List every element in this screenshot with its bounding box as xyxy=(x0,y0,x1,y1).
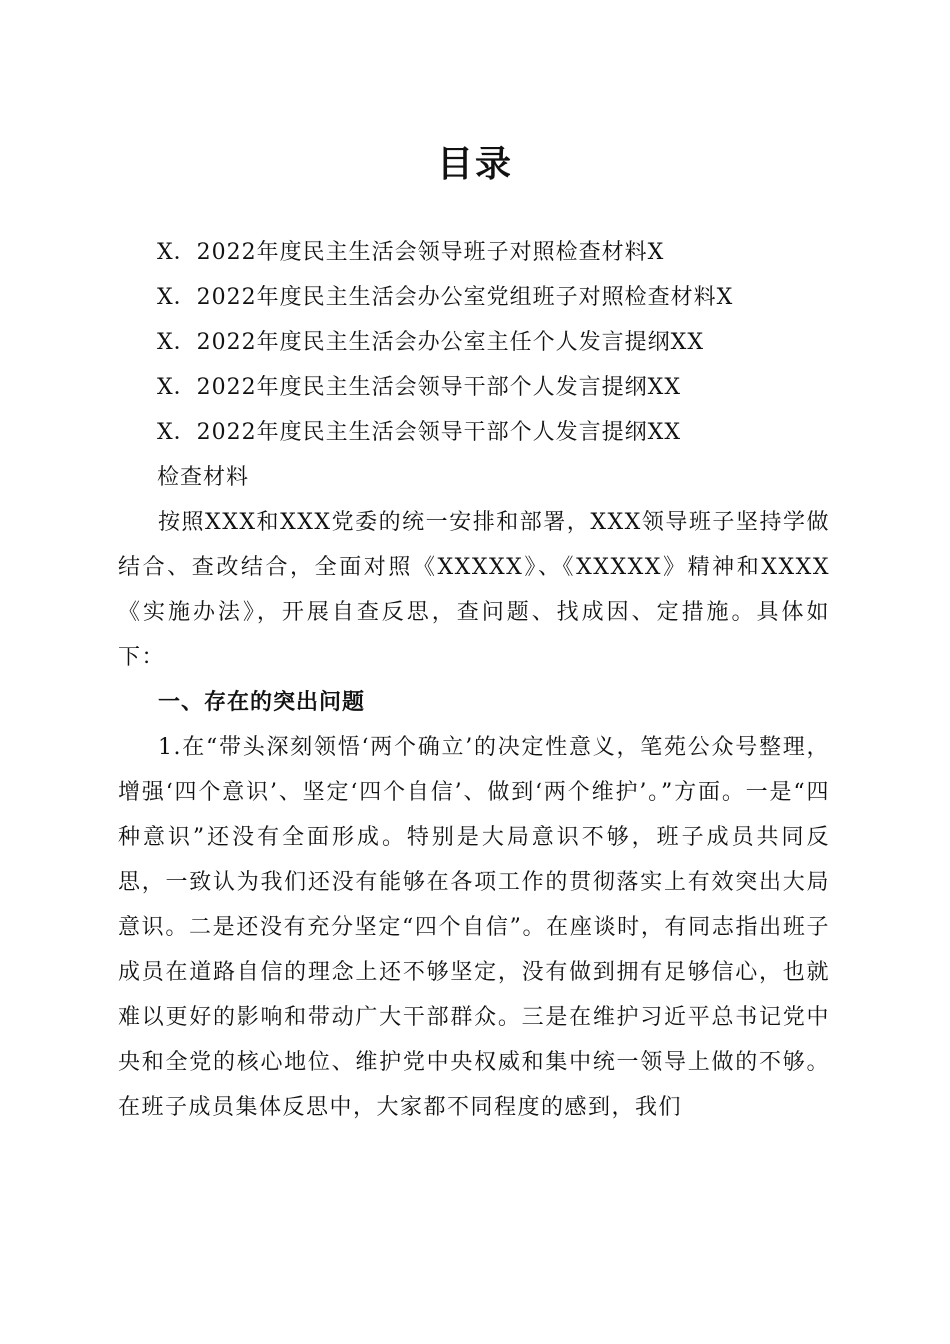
page-title: 目录 xyxy=(436,144,513,185)
table-of-contents xyxy=(157,230,837,500)
section-paragraph: 1.在“带头深刻领悟‘两个确立’的决定性意义，笔苑公众号整理，增强‘四个意识’、坚定‘四个自信’、做到‘两个维护’。”方面。一是“四种意识”还没有全面形成。特别是大局意识不够，班子成员共同反思，一致认为我们还没有能够在各项工作的贯彻落实上有效突出大局意识。二是还没有充分坚定“四个自信”。在座谈时，有同志指出班子成员在道路自信的理念上还不够坚定，没有做到拥有足够信心，也就难以更好的影响和带动广大干部群众。三是在维护习近平总书记党中央和全党的核心地位、维护党中央权威和集中统一领导上做的不够。在班子成员集体反思中，大家都不同程度的感到，我们 xyxy=(118,735,830,1120)
toc-item: X．2022年度民主生活会办公室主任个人发言提纲XX xyxy=(157,330,704,355)
document-body xyxy=(118,500,830,1130)
document-subtitle: 检查材料 xyxy=(157,465,250,490)
toc-item: X．2022年度民主生活会领导班子对照检查材料X xyxy=(157,240,665,265)
intro-paragraph: 按照XXX和XXX党委的统一安排和部署，XXX领导班子坚持学做结合、查改结合，全面对照《XXXXX》、《XXXXX》精神和XXXX《实施办法》，开展自查反思，查问题、找成因、定措施。具体如下： xyxy=(118,510,830,670)
toc-item: X．2022年度民主生活会办公室党组班子对照检查材料X xyxy=(157,285,734,310)
section-heading: 一、存在的突出问题 xyxy=(158,690,366,715)
toc-item: X．2022年度民主生活会领导干部个人发言提纲XX xyxy=(157,420,681,445)
toc-item: X．2022年度民主生活会领导干部个人发言提纲XX xyxy=(157,375,681,400)
